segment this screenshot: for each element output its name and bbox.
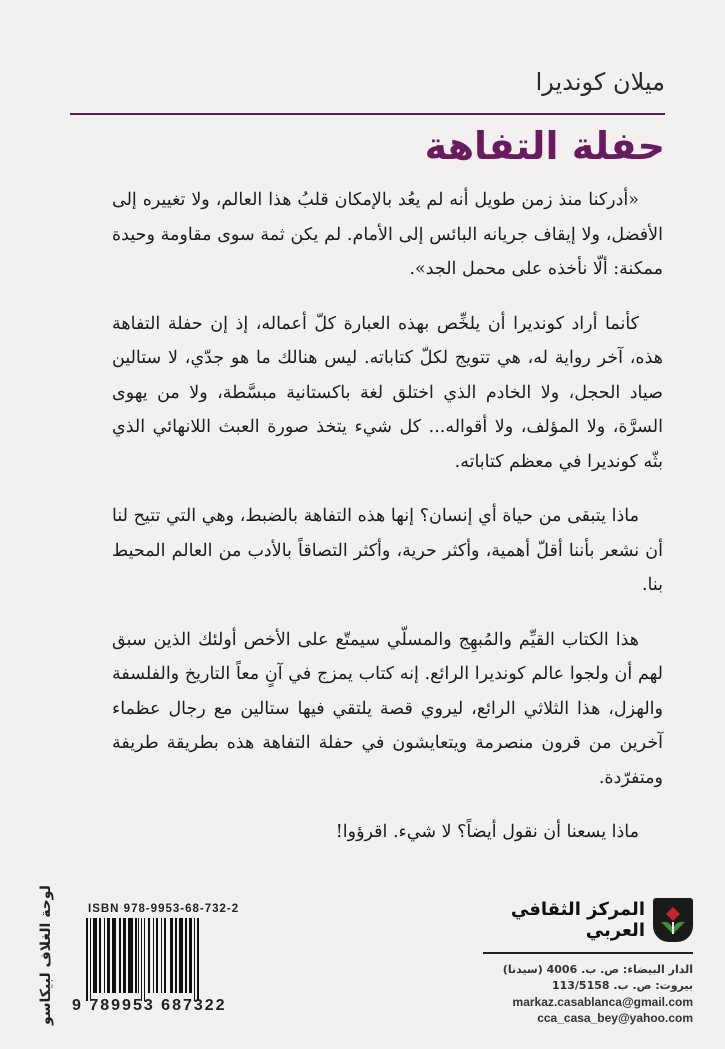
blurb-quote: «أدركنا منذ زمن طويل أنه لم يعُد بالإمكان قلبُ هذا العالم، ولا تغييره إلى الأفضل، ولا إيقاف جريانه البائس إلى الأمام. لم يكن ثمة سوى مقاومة وحيدة ممكنة: ألّا نأخذه على محمل الجد». [112,190,663,279]
publisher-block [483,898,693,1026]
barcode-digits: 9 789953 687322 [72,997,227,1014]
blurb-paragraph: ماذا يتبقى من حياة أي إنسان؟ إنها هذه التفاهة بالضبط، وهي التي تتيح لنا أن نشعر بأننا أقلّ أهمية، وأكثر حرية، وأكثر التصاقاً بالأدب من العالم المحيط بنا. [112,506,663,595]
author-name: ميلان كونديرا [535,68,665,96]
publisher-logo-icon [653,898,693,942]
publisher-address-casablanca: الدار البيضاء: ص. ب. 4006 (سيدنا) [502,963,693,976]
cover-art-credit: لوحة الغلاف لبيكاسو [38,885,54,1025]
blurb-paragraph: كأنما أراد كونديرا أن يلخِّص بهذه العبارة كلّ أعماله، إذ إن حفلة التفاهة هذه، آخر رواية له، هي تتويج لكلّ كتاباته. ليس هنالك ما هو جدّي، لا ستالين صياد الحجل، ولا الخادم الذي اختلق لغة باكستانية مبسَّطة، ولا من يهوى السرَّة، ولا المؤلف، ولا أقواله... كل شيء يتخذ صورة العبث اللانهائي الذي بثّه كونديرا في معظم كتاباته. [112,313,663,472]
publisher-divider [483,952,693,954]
blurb [112,183,663,870]
blurb-paragraph: هذا الكتاب القيِّم والمُبهِج والمسلّي سيمتّع على الأخص أولئك الذين سبق لهم أن ولجوا عالم كونديرا الرائع. إنه كتاب يمزج في آنٍ معاً التاريخ والفلسفة والهزل، هذا الثلاثي الرائع، ليروي قصة يلتقي فيها ستالين مع رجال عظماء آخرين من قرون منصرمة ويتعايشون في حفلة التفاهة هذه بطريقة طريفة ومتفرّدة. [112,629,663,788]
title-divider [70,113,665,115]
publisher-name: المركز الثقافي العربي [510,899,645,941]
publisher-email: cca_casa_bey@yahoo.com [537,1011,693,1025]
barcode-icon [86,918,220,1001]
publisher-address-beirut: بيروت: ص. ب. 113/5158 [551,979,693,992]
blurb-closing: ماذا يسعنا أن نقول أيضاً؟ لا شيء. اقرؤوا! [335,822,639,842]
isbn-label: ISBN 978-9953-68-732-2 [88,903,240,915]
publisher-email: markaz.casablanca@gmail.com [512,995,693,1009]
book-title: حفلة التفاهة [424,124,665,168]
publisher-header [483,898,693,942]
